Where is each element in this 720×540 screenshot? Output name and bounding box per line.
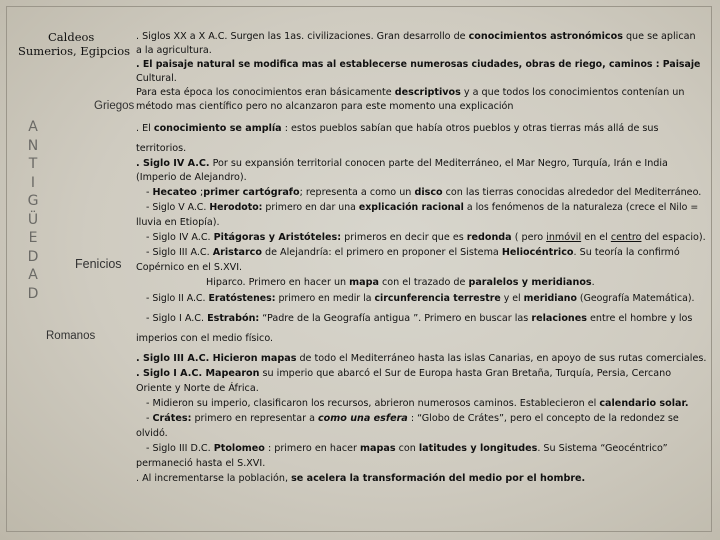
text-segment: Por su expansión territorial conocen parte del Mediterráneo, el Mar Negro, Turquía, Irán e India bbox=[209, 158, 668, 169]
para3-line: Oriente y Norte de África. bbox=[136, 383, 259, 394]
para1-line: Cultural. bbox=[136, 73, 177, 84]
label-griegos: Griegos bbox=[94, 100, 135, 112]
para3-line bbox=[136, 367, 671, 380]
text-segment: de todo el Mediterráneo hasta las islas Canarias, en apoyo de sus rutas comerciales. bbox=[296, 353, 707, 364]
text-segment: ( pero bbox=[511, 232, 547, 243]
text-emphasis: Hecateo bbox=[152, 187, 197, 198]
para2-line bbox=[146, 312, 692, 325]
para1-line bbox=[136, 58, 700, 71]
text-segment: . bbox=[591, 277, 595, 288]
text-emphasis: . Siglo I A.C. bbox=[136, 368, 206, 379]
para3-line bbox=[136, 352, 706, 365]
text-emphasis: . Siglo III A.C. bbox=[136, 353, 213, 364]
vertical-letter: A bbox=[28, 119, 38, 135]
text-segment: Para esta época los conocimientos eran básicamente bbox=[136, 87, 395, 98]
text-underlined: centro bbox=[610, 232, 642, 243]
para2-line: Copérnico en el S.XVI. bbox=[136, 262, 243, 273]
text-segment: - Siglo V A.C. bbox=[146, 202, 210, 213]
text-segment: primero en medir la bbox=[275, 293, 375, 304]
para3-line bbox=[146, 412, 679, 425]
text-segment: ; representa a como un bbox=[299, 187, 415, 198]
text-segment: . Gran desarrollo de bbox=[370, 31, 469, 42]
para2-line: (Imperio de Alejandro). bbox=[136, 172, 247, 183]
text-segment: “Padre de la Geografía antigua ”. Primero en buscar las bbox=[259, 313, 532, 324]
text-emphasis: meridiano bbox=[523, 293, 577, 304]
text-emphasis: Hicieron mapas bbox=[212, 353, 297, 364]
text-emphasis: Pitágoras y Aristóteles: bbox=[213, 232, 342, 243]
para2-line bbox=[146, 186, 701, 199]
vertical-letter: N bbox=[27, 137, 39, 154]
text-emphasis: Mapearon bbox=[205, 368, 260, 379]
vertical-letter: D bbox=[27, 248, 39, 265]
text-segment: . Su teoría la confirmó bbox=[573, 247, 680, 258]
text-emphasis: relaciones bbox=[531, 313, 587, 324]
text-segment: - bbox=[146, 187, 153, 198]
text-emphasis: latitudes y longitudes bbox=[418, 443, 538, 454]
vertical-letter: A bbox=[28, 267, 38, 283]
text-segment: Hiparco. Primero en hacer un bbox=[206, 277, 350, 288]
text-segment: . El bbox=[136, 123, 154, 134]
vertical-letter: G bbox=[27, 193, 39, 209]
para1-line bbox=[136, 86, 684, 99]
text-emphasis: Estrabón: bbox=[207, 313, 260, 324]
para2-line bbox=[136, 157, 668, 170]
label-sumerios-egipcios: Sumerios, Egipcios bbox=[18, 44, 131, 58]
label-fenicios: Fenicios bbox=[75, 257, 122, 271]
para2-line: territorios. bbox=[136, 143, 187, 154]
text-segment: con las tierras conocidas alrededor del Mediterráneo. bbox=[442, 187, 702, 198]
text-emphasis: se acelera la transformación del medio por el hombre. bbox=[291, 473, 586, 484]
para3-line: olvidó. bbox=[136, 428, 168, 439]
para2-line bbox=[146, 231, 706, 244]
vertical-letter: E bbox=[28, 230, 38, 246]
text-segment: ; bbox=[196, 187, 204, 198]
text-segment: de Alejandría: el primero en proponer el Sistema bbox=[261, 247, 502, 258]
text-segment: - Siglo IV A.C. bbox=[146, 232, 214, 243]
para3-line bbox=[146, 397, 689, 410]
para3-line: permaneció hasta el S.XVI. bbox=[136, 458, 266, 469]
text-italic: como una esfera bbox=[318, 413, 408, 424]
text-segment: - Midieron su imperio, clasificaron los recursos, abrieron numerosos caminos. Establecieron el bbox=[146, 398, 600, 409]
text-emphasis: mapas bbox=[360, 443, 396, 454]
text-segment: (Geografía Matemática). bbox=[576, 293, 695, 304]
text-segment: primero en representar a bbox=[191, 413, 318, 424]
vertical-letter: I bbox=[30, 174, 36, 191]
text-segment: : primero en hacer bbox=[264, 443, 361, 454]
text-emphasis: redonda bbox=[466, 232, 512, 243]
para3-line bbox=[146, 442, 668, 455]
text-segment: entre el hombre y los bbox=[586, 313, 693, 324]
text-emphasis: mapa bbox=[349, 277, 379, 288]
label-caldeos: Caldeos bbox=[48, 30, 95, 44]
para2-line bbox=[146, 292, 695, 305]
vertical-letter: Ü bbox=[27, 211, 39, 228]
text-segment: . Al incrementarse la población, bbox=[136, 473, 292, 484]
text-emphasis: primer cartógrafo bbox=[203, 187, 300, 198]
para2-line bbox=[136, 122, 658, 135]
para3-line bbox=[136, 472, 585, 485]
text-emphasis: conocimientos astronómicos bbox=[468, 31, 623, 42]
text-segment: del espacio). bbox=[641, 232, 706, 243]
text-segment: que se aplican bbox=[622, 31, 696, 42]
text-emphasis: : Paisaje bbox=[652, 59, 701, 70]
text-emphasis: calendario solar. bbox=[599, 398, 689, 409]
text-emphasis: explicación racional bbox=[358, 202, 464, 213]
text-segment: en el bbox=[581, 232, 611, 243]
text-underlined: inmóvil bbox=[546, 232, 582, 243]
para1-line: método mas científico pero no alcanzaron para este momento una explicación bbox=[136, 101, 514, 112]
para2-line bbox=[146, 201, 698, 214]
vertical-letter: T bbox=[28, 156, 38, 172]
text-emphasis: disco bbox=[414, 187, 443, 198]
text-emphasis: . Siglo IV A.C. bbox=[136, 158, 210, 169]
para2-line: imperios con el medio físico. bbox=[136, 333, 274, 344]
text-segment: . Su Sistema “Geocéntrico” bbox=[537, 443, 668, 454]
para1-line: a la agricultura. bbox=[136, 45, 212, 56]
vertical-title-antiguedad bbox=[26, 118, 40, 303]
text-segment: - Siglo III D.C. bbox=[146, 443, 214, 454]
text-emphasis: conocimiento se amplía bbox=[153, 123, 282, 134]
text-segment: con bbox=[395, 443, 419, 454]
para1-line bbox=[136, 30, 696, 43]
text-segment: primeros en decir que es bbox=[341, 232, 467, 243]
para2-line bbox=[206, 276, 595, 289]
text-emphasis: descriptivos bbox=[394, 87, 461, 98]
text-emphasis: Aristarco bbox=[212, 247, 262, 258]
text-segment: : estos pueblos sabían que había otros pueblos y otras tierras más allá de sus bbox=[281, 123, 659, 134]
text-emphasis: ciudades, obras de riego, caminos bbox=[471, 59, 653, 70]
text-emphasis: circunferencia terrestre bbox=[374, 293, 501, 304]
text-segment: y a que todos los conocimientos contenían un bbox=[460, 87, 685, 98]
para2-line: lluvia en Etiopía). bbox=[136, 217, 220, 228]
text-segment: primero en dar una bbox=[262, 202, 359, 213]
text-segment: su imperio que abarcó el Sur de Europa hasta Gran Bretaña, Turquía, Persia, Cercano bbox=[259, 368, 672, 379]
text-segment: - bbox=[146, 413, 153, 424]
text-segment: a los fenómenos de la naturaleza (crece el Nilo = bbox=[463, 202, 699, 213]
text-emphasis: Heliocéntrico bbox=[501, 247, 574, 258]
text-emphasis: Ptolomeo bbox=[213, 443, 265, 454]
text-emphasis: paralelos y meridianos bbox=[468, 277, 592, 288]
text-segment: - Siglo I A.C. bbox=[146, 313, 208, 324]
text-segment: . Siglos XX a X A.C. Surgen las 1as. civilizaciones bbox=[136, 31, 371, 42]
text-segment: - Siglo III A.C. bbox=[146, 247, 213, 258]
text-emphasis: Herodoto: bbox=[209, 202, 263, 213]
text-emphasis: . El paisaje natural se modifica mas al establecerse numerosas bbox=[136, 59, 472, 70]
para2-line bbox=[146, 246, 680, 259]
text-segment: : “Globo de Crátes”, pero el concepto de la redondez se bbox=[407, 413, 679, 424]
vertical-letter: D bbox=[27, 285, 39, 302]
text-emphasis: Eratóstenes: bbox=[208, 293, 276, 304]
text-emphasis: Crátes: bbox=[152, 413, 192, 424]
text-segment: - Siglo II A.C. bbox=[146, 293, 209, 304]
text-segment: y el bbox=[500, 293, 524, 304]
text-segment: con el trazado de bbox=[378, 277, 469, 288]
label-romanos: Romanos bbox=[46, 330, 96, 342]
